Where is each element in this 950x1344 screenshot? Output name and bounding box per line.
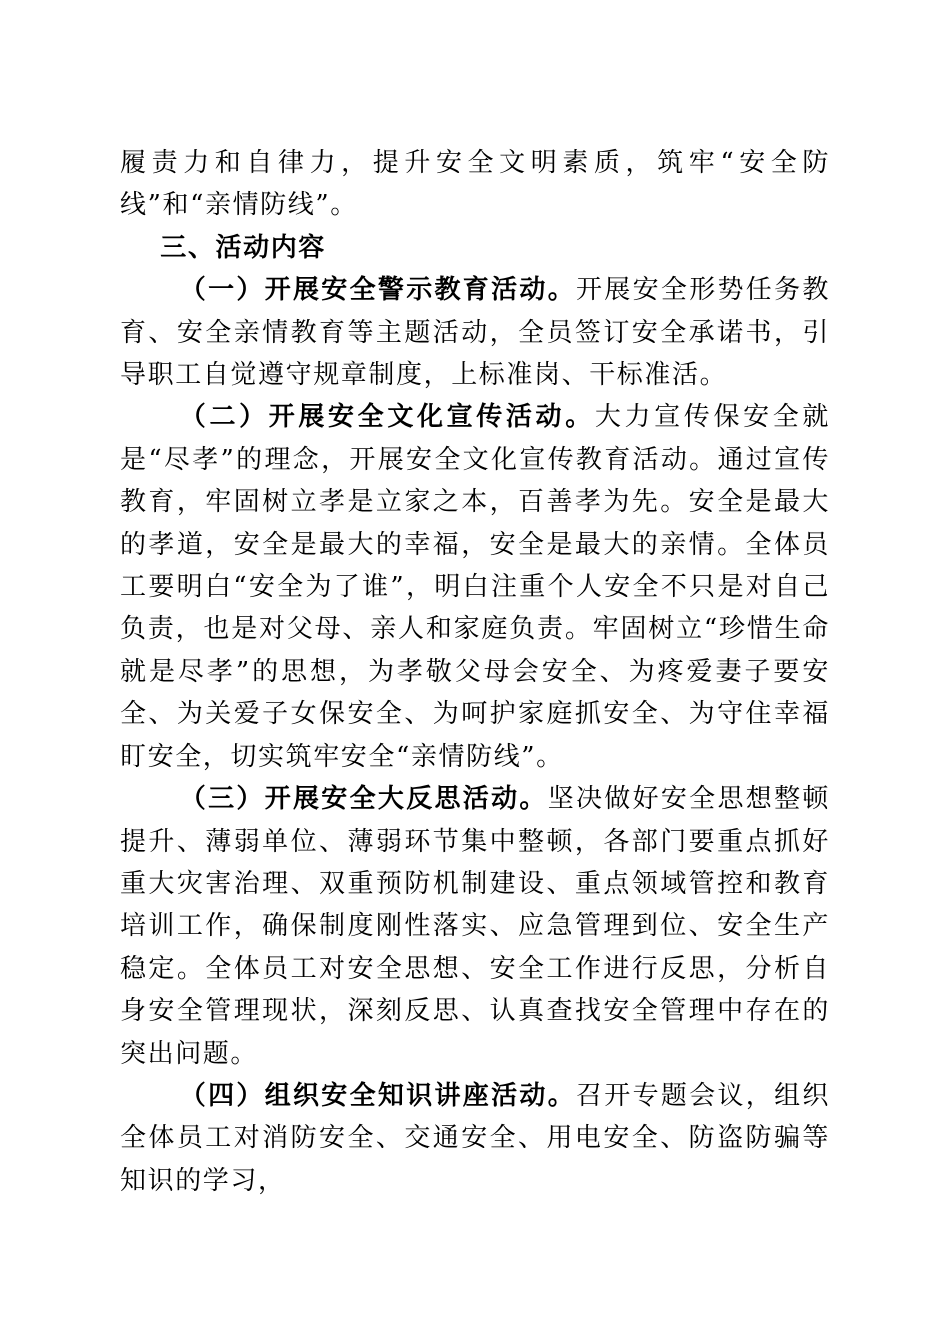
document-body [120,142,830,1202]
item-1-body: 开展安全形势任务教育、安全亲情教育等主题活动，全员签订安全承诺书，引导职工自觉遵守规章制度，上标准岗、干标准活。 [120,275,830,391]
continuation-paragraph: 履责力和自律力，提升安全文明素质，筑牢“安全防线”和“亲情防线”。 [120,148,830,221]
item-3-body: 坚决做好安全思想整顿提升、薄弱单位、薄弱环节集中整顿，各部门要重点抓好重大灾害治理、双重预防机制建设、重点领域管控和教育培训工作，确保制度刚性落实、应急管理到位、安全生产稳定。全体员工对安全思想、安全工作进行反思，分析自身安全管理现状，深刻反思、认真查找安全管理中存在的突出问题。 [120,784,830,1069]
item-1-lead: （一）开展安全警示教育活动。 [179,275,576,306]
item-2-lead: （二）开展安全文化宣传活动。 [179,402,595,433]
activity-item-1 [120,269,830,396]
activity-item-3 [120,778,830,1075]
activity-item-2 [120,396,830,778]
item-4-body: 召开专题会议，组织全体员工对消防安全、交通安全、用电安全、防盗防骗等知识的学习， [120,1080,830,1196]
item-2-body: 大力宣传保安全就是“尽孝”的理念，开展安全文化宣传教育活动。通过宣传教育，牢固树立孝是立家之本，百善孝为先。安全是最大的孝道，安全是最大的幸福，安全是最大的亲情。全体员工要明白“安全为了谁”，明白注重个人安全不只是对自己负责，也是对父母、亲人和家庭负责。牢固树立“珍惜生命就是尽孝”的思想，为孝敬父母会安全、为疼爱妻子要安全、为关爱子女保安全、为呵护家庭抓安全、为守住幸福盯安全，切实筑牢安全“亲情防线”。 [120,402,830,772]
item-3-lead: （三）开展安全大反思活动。 [179,784,548,815]
activity-item-4 [120,1075,830,1202]
item-4-lead: （四）组织安全知识讲座活动。 [179,1080,576,1111]
section-heading: 三、活动内容 [160,232,326,263]
